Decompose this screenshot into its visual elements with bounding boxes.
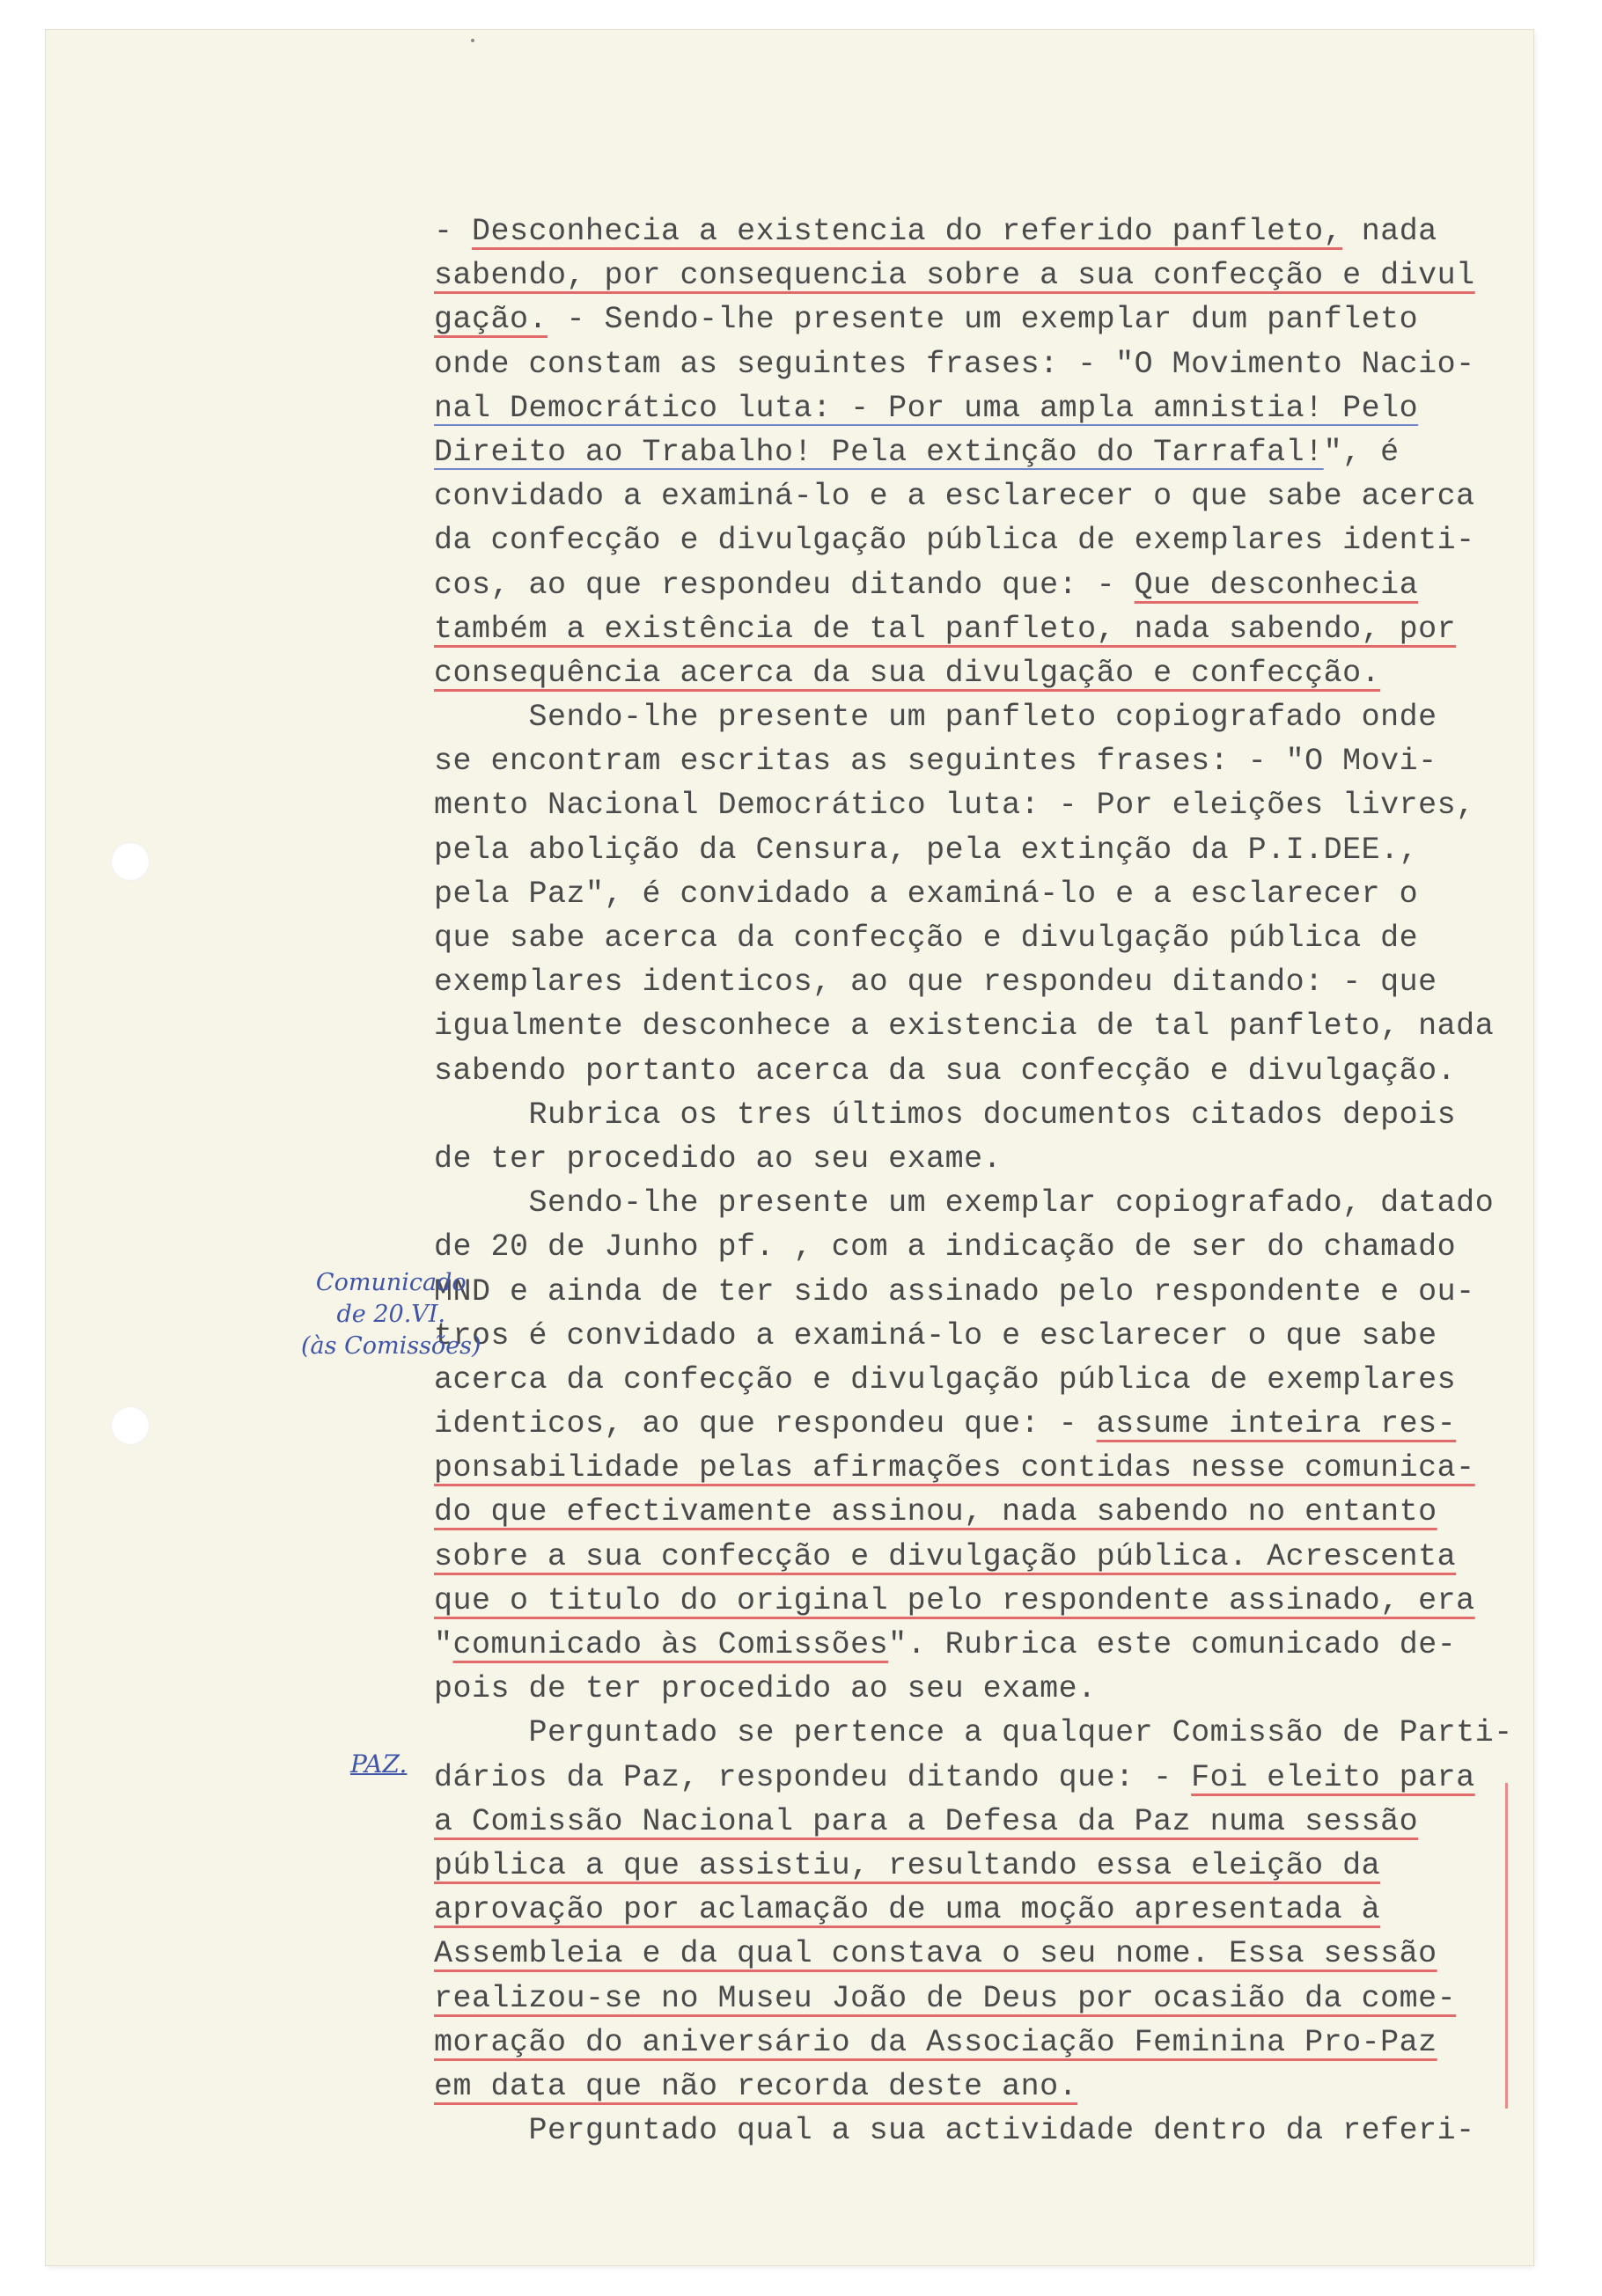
text-line	[434, 1888, 1525, 1932]
text-line	[434, 695, 1525, 739]
underlined-segment: sabendo, por consequencia sobre a sua confecção e divul	[434, 258, 1475, 294]
margin-note-paz: PAZ.	[350, 1750, 408, 1779]
margin-note-comunicado: Comunicado de 20.VI. (às Comissões)	[301, 1269, 481, 1360]
text-segment: pela abolição da Censura, pela extinção da P.I.DEE.,	[434, 832, 1419, 868]
text-segment: -	[434, 214, 473, 249]
text-line	[434, 1049, 1525, 1093]
text-segment: identicos, ao que respondeu que: -	[434, 1406, 1097, 1442]
text-line	[434, 297, 1525, 341]
text-segment: Sendo-lhe presente um exemplar copiografado, datado	[434, 1185, 1495, 1221]
text-segment: de 20 de Junho pf. , com a indicação de ser do chamado	[434, 1229, 1457, 1265]
text-line	[434, 1579, 1525, 1623]
text-line	[434, 1535, 1525, 1579]
text-line	[434, 1756, 1525, 1800]
text-segment: "	[434, 1627, 453, 1662]
text-segment: que sabe acerca da confecção e divulgação pública de	[434, 921, 1419, 956]
underlined-segment: gação.	[434, 302, 548, 338]
text-segment: - Sendo-lhe presente um exemplar dum panfleto	[547, 302, 1419, 338]
text-line	[434, 209, 1525, 253]
text-segment: da confecção e divulgação pública de exemplares identi-	[434, 523, 1475, 559]
text-line	[434, 2109, 1525, 2153]
text-line	[434, 739, 1525, 783]
text-segment: Sendo-lhe presente um panfleto copiografado onde	[434, 700, 1437, 736]
paper-mark	[471, 39, 474, 42]
text-line	[434, 518, 1525, 562]
underlined-segment: pública a que assistiu, resultando essa eleição da	[434, 1847, 1381, 1883]
text-segment: igualmente desconhece a existencia de tal panfleto, nada	[434, 1009, 1495, 1045]
text-segment: Perguntado qual a sua actividade dentro da referi-	[434, 2113, 1475, 2149]
text-line	[434, 1402, 1525, 1446]
red-margin-bracket	[1505, 1783, 1508, 2109]
underlined-segment: em data que não recorda deste ano.	[434, 2068, 1078, 2104]
text-line	[434, 1446, 1525, 1490]
text-segment: cos, ao que respondeu ditando que: -	[434, 567, 1135, 603]
text-segment: ", é	[1323, 434, 1400, 470]
underlined-segment: assume inteira res-	[1096, 1406, 1457, 1442]
underlined-segment: nal Democrático luta: - Por uma ampla amnistia! Pelo	[434, 390, 1419, 426]
text-line	[434, 1623, 1525, 1667]
text-segment: se encontram escritas as seguintes frases: - "O Movi-	[434, 744, 1437, 780]
text-line	[434, 1358, 1525, 1402]
text-line	[434, 783, 1525, 827]
text-line	[434, 1844, 1525, 1888]
text-segment: acerca da confecção e divulgação pública de exemplares	[434, 1361, 1457, 1397]
underlined-segment: ponsabilidade pelas afirmações contidas nesse comunica-	[434, 1450, 1475, 1486]
underlined-segment: Foi eleito para	[1191, 1759, 1475, 1795]
underlined-segment: moração do aniversário da Associação Feminina Pro-Paz	[434, 2024, 1437, 2060]
text-segment: onde constam as seguintes frases: - "O Movimento Nacio-	[434, 346, 1475, 382]
punch-hole-lower	[111, 1406, 150, 1445]
text-line	[434, 916, 1525, 960]
text-line	[434, 2021, 1525, 2065]
underlined-segment: que o titulo do original pelo respondente assinado, era	[434, 1582, 1475, 1618]
text-segment: de ter procedido ao seu exame.	[434, 1141, 1003, 1177]
text-segment: ". Rubrica este comunicado de-	[888, 1627, 1457, 1662]
underlined-segment: Assembleia e da qual constava o seu nome. Essa sessão	[434, 1936, 1437, 1972]
text-segment: pela Paz", é convidado a examiná-lo e a esclarecer o	[434, 876, 1419, 912]
typed-text-body	[434, 209, 1525, 2153]
underlined-segment: comunicado às Comissões	[452, 1627, 889, 1662]
text-line	[434, 1800, 1525, 1844]
text-line	[434, 430, 1525, 474]
text-segment: dários da Paz, respondeu ditando que: -	[434, 1759, 1192, 1795]
text-segment: pois de ter procedido ao seu exame.	[434, 1671, 1097, 1707]
text-line	[434, 1711, 1525, 1755]
text-line	[434, 1932, 1525, 1976]
text-line	[434, 1225, 1525, 1269]
underlined-segment: do que efectivamente assinou, nada sabendo no entanto	[434, 1494, 1437, 1530]
underlined-segment: aprovação por aclamação de uma moção apresentada à	[434, 1892, 1381, 1928]
text-line	[434, 960, 1525, 1004]
text-segment: sabendo portanto acerca da sua confecção e divulgação.	[434, 1053, 1457, 1089]
text-segment: nada	[1342, 214, 1437, 249]
text-segment: Rubrica os tres últimos documentos citados depois	[434, 1097, 1457, 1133]
text-line	[434, 253, 1525, 297]
text-line	[434, 1181, 1525, 1225]
underlined-segment: realizou-se no Museu João de Deus por ocasião da come-	[434, 1980, 1457, 2016]
text-line	[434, 1667, 1525, 1711]
text-line	[434, 1314, 1525, 1358]
text-line	[434, 474, 1525, 518]
text-line	[434, 1137, 1525, 1181]
text-segment: mento Nacional Democrático luta: - Por eleições livres,	[434, 788, 1475, 824]
text-line	[434, 1977, 1525, 2021]
text-segment: convidado a examiná-lo e a esclarecer o que sabe acerca	[434, 479, 1475, 515]
underlined-segment: também a existência de tal panfleto, nada sabendo, por	[434, 611, 1457, 647]
text-segment: Perguntado se pertence a qualquer Comissão de Parti-	[434, 1715, 1513, 1751]
underlined-segment: consequência acerca da sua divulgação e confecção.	[434, 655, 1381, 691]
punch-hole-upper	[111, 842, 150, 881]
text-line	[434, 1093, 1525, 1137]
underlined-segment: Que desconhecia	[1134, 567, 1419, 603]
text-line	[434, 386, 1525, 430]
text-segment: exemplares identicos, ao que respondeu ditando: - que	[434, 965, 1437, 1001]
text-line	[434, 607, 1525, 651]
text-segment: MND e ainda de ter sido assinado pelo respondente e ou-	[434, 1273, 1475, 1309]
text-line	[434, 1270, 1525, 1314]
text-segment: tros é convidado a examiná-lo e esclarecer o que sabe	[434, 1317, 1437, 1353]
text-line	[434, 2065, 1525, 2109]
underlined-segment: sobre a sua confecção e divulgação pública. Acrescenta	[434, 1538, 1457, 1574]
underlined-segment: a Comissão Nacional para a Defesa da Paz numa sessão	[434, 1803, 1419, 1839]
text-line	[434, 872, 1525, 916]
text-line	[434, 342, 1525, 386]
text-line	[434, 1490, 1525, 1534]
text-line	[434, 828, 1525, 872]
text-line	[434, 1004, 1525, 1048]
underlined-segment: Desconhecia a existencia do referido panfleto,	[472, 214, 1343, 249]
text-line	[434, 651, 1525, 695]
text-line	[434, 563, 1525, 607]
underlined-segment: Direito ao Trabalho! Pela extinção do Tarrafal!	[434, 434, 1324, 470]
